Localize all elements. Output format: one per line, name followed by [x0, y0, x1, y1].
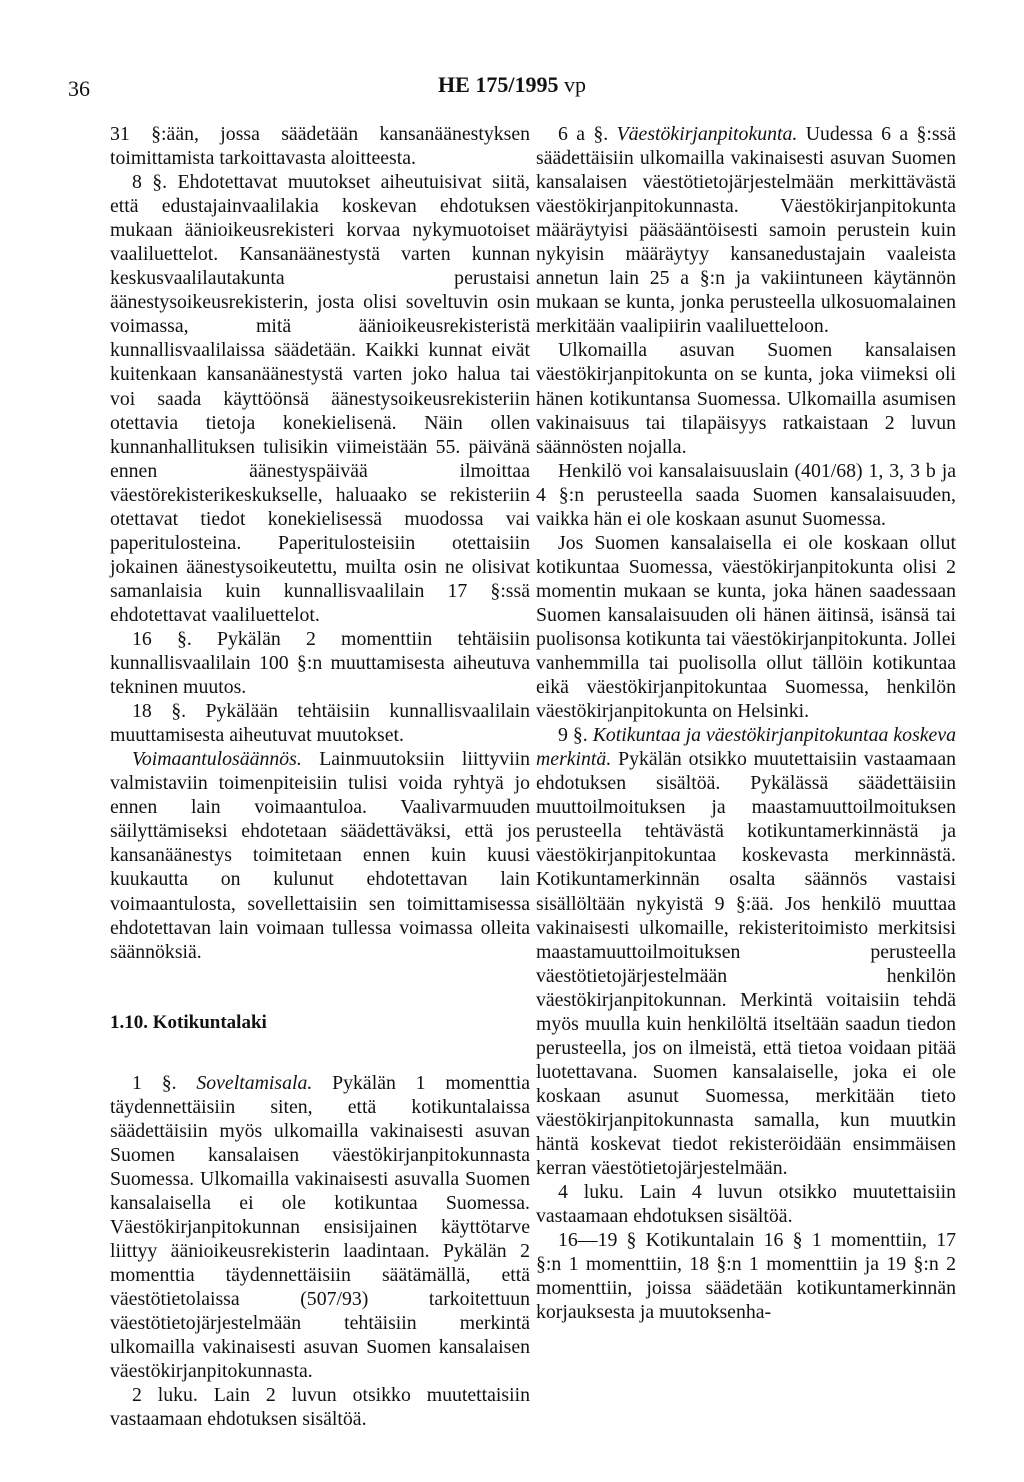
running-head: [0, 72, 1024, 98]
paragraph-italic-lead: Kotikuntaa ja väestökirjanpitokuntaa koskeva merkintä.: [536, 724, 956, 771]
paragraph-text: Pykälän otsikko muutettaisiin vastaamaan ehdotuksen sisältöä. Pykälässä säädettäisiin muuttoilmoituksen ja maastamuuttoilmoituksen perusteella tehtävästä kotikuntamerkinnästä ja väestökirjanpitokuntaa koskevasta merkinnästä. Kotikuntamerkinnän osalta säännös vastaisi sisällöltään nykyistä 9 §:ää. Jos henkilö muuttaa vakinaisesti ulkomaille, rekisteritoimisto merkitsisi maastamuuttoilmoituksen perusteella väestötietojärjestelmään henkilön väestökirjanpitokunnan. Merkintä voitaisiin tehdä myös muulla kuin henkilöltä itseltään saadun tiedon perusteella, jos on ilmeistä, että tietoa voidaan pitää luotettavana. Suomen kansalaiselle, joka ei ole koskaan asunut Suomessa, merkitään tieto väestökirjanpitokunnasta samalla, kun muutkin häntä koskevat tiedot rekisteröidään ensimmäisen kerran väestötietojärjestelmään.: [536, 748, 956, 1180]
paragraph-text: Pykälän 1 momenttia täydennettäisiin siten, että kotikuntalaissa säädettäisiin myös ulkomailla vakinaisesti asuvan Suomen kansalaisen väestökirjanpitokunnasta Suomessa. Ulkomailla vakinaisesti asuvalla Suomen kansalaisella ei ole kotikuntaa Suomessa. Väestökirjanpitokunnan ensisijainen käyttötarve liittyy äänioikeusrekisterin laadintaan. Pykälän 2 momenttia täydennettäisiin säätämällä, että väestötietolaissa (507/93) tarkoitettuun väestötietojärjestelmään tehtäisiin merkintä ulkomailla vakinaisesti asuvan Suomen kansalaisen väestökirjanpitokunnasta.: [110, 1071, 530, 1383]
left-column: [110, 122, 530, 1431]
paragraph: 8 §. Ehdotettavat muutokset aiheutuisivat siitä, että edustajainvaalilakia koskevan ehdotuksen mukaan äänioikeusrekisteri korvaa nykymuotoiset vaaliluettelot. Kansanäänestystä varten kunnan keskusvaalilautakunta perustaisi äänestysoikeusrekisterin, josta olisi soveltuvin osin voimassa, mitä äänioikeusrekisteristä kunnallisvaalilaissa säädetään. Kaikki kunnat eivät kuitenkaan kansanäänestystä varten joko halua tai voi saada käyttöönsä äänestysoikeusrekisteriin otettavia tietoja konekielisenä. Näin ollen kunnanhallituksen tulisikin viimeistään 55. päivänä ennen äänestyspäivää ilmoittaa väestörekisterikeskukselle, haluaako se rekisteriin otettavat tiedot konekielisessä muodossa vai paperitulosteina. Paperitulosteisiin otettaisiin jokainen äänestysoikeutettu, muilta osin ne olisivat samanlaisia kuin kunnallisvaalilain 17 §:ssä ehdotettavat vaaliluettelot.: [110, 171, 530, 626]
paragraph: 18 §. Pykälään tehtäisiin kunnallisvaalilain muuttamisesta aiheutuvat muutokset.: [110, 700, 530, 747]
paragraph: [110, 1071, 530, 1384]
paragraph-text: Uudessa 6 a §:ssä säädettäisiin ulkomailla vakinaisesti asuvan Suomen kansalaisen väestötietojärjestelmään merkittävästä väestökirjanpitokunnasta. Väestökirjanpitokunta määräytyisi pääsääntöisesti samoin perustein kuin nykyisin määräytyy kansanedustajain vaaleista annetun lain 25 a §:n ja vakiintuneen käytännön mukaan se kunta, jonka perusteella ulkosuomalainen merkitään vaalipiirin vaaliluetteloon.: [536, 123, 957, 338]
paragraph: [536, 723, 956, 1180]
paragraph-italic-lead: Voimaantulosäännös.: [132, 748, 302, 771]
document-suffix: vp: [563, 72, 586, 97]
section-ref: 1 §.: [132, 1071, 177, 1094]
paragraph: Ulkomailla asuvan Suomen kansalaisen väestökirjanpitokunta on se kunta, joka viimeksi oli hänen kotikuntansa Suomessa. Ulkomailla asumisen vakinaisuus tai tilapäisyys ratkaistaan 2 luvun säännösten nojalla.: [536, 339, 956, 458]
paragraph: 31 §:ään, jossa säädetään kansanäänestyksen toimittamista tarkoittavasta aloitteesta.: [110, 123, 530, 170]
paragraph-italic-lead: Väestökirjanpitokunta.: [616, 123, 798, 145]
page-number: 36: [68, 76, 90, 101]
paragraph: 16—19 § Kotikuntalain 16 § 1 momenttiin, 17 §:n 1 momenttiin, 18 §:n 1 momenttiin ja 19 §:n 2 momenttiin, joissa säädetään kotikuntamerkinnän korjauksesta ja muutoksenha-: [536, 1229, 956, 1324]
section-heading: 1.10. Kotikuntalaki: [110, 1011, 267, 1033]
paragraph: [110, 747, 530, 963]
paragraph: Henkilö voi kansalaisuuslain (401/68) 1, 3, 3 b ja 4 §:n perusteella saada Suomen kansalaisuuden, vaikka hän ei ole koskaan asunut Suomessa.: [536, 459, 956, 530]
paragraph: 2 luku. Lain 2 luvun otsikko muutettaisiin vastaamaan ehdotuksen sisältöä.: [110, 1384, 530, 1431]
document-title: HE 175/1995: [438, 72, 559, 97]
paragraph-text: Lainmuutoksiin liittyviin valmistaviin toimenpiteisiin tulisi voida ryhtyä jo ennen lain voimaantuloa. Vaalivarmuuden säilyttämiseksi ehdotetaan säädettäväksi, että jos kansanäänestys toimitetaan ennen kuin kuusi kuukautta on kulunut ehdotettavan lain voimaantulosta, sovellettaisiin sen toimittamisessa ehdotettavan lain voimaan tullessa voimassa olleita säännöksiä.: [110, 748, 530, 963]
paragraph: [536, 122, 956, 338]
paragraph: Jos Suomen kansalaisella ei ole koskaan ollut kotikuntaa Suomessa, väestökirjanpitokunta olisi 2 momentin mukaan se kunta, joka hänen saadessaan Suomen kansalaisuuden oli hänen äitinsä, isänsä tai puolisonsa kotikunta tai väestökirjanpitokunta. Jollei vanhemmilla tai puolisolla ollut tällöin kotikuntaa eikä väestökirjanpitokuntaa Suomessa, henkilön väestökirjanpitokunta on Helsinki.: [536, 531, 956, 723]
section-ref: 9 §.: [558, 724, 588, 747]
paragraph: 16 §. Pykälän 2 momenttiin tehtäisiin kunnallisvaalilain 100 §:n muuttamisesta aiheutuva tekninen muutos.: [110, 627, 530, 699]
section-ref: 6 a §.: [558, 123, 609, 145]
paragraph-italic-lead: Soveltamisala.: [196, 1071, 313, 1094]
right-column: [536, 122, 956, 1324]
paragraph: 4 luku. Lain 4 luvun otsikko muutettaisiin vastaamaan ehdotuksen sisältöä.: [536, 1181, 956, 1228]
